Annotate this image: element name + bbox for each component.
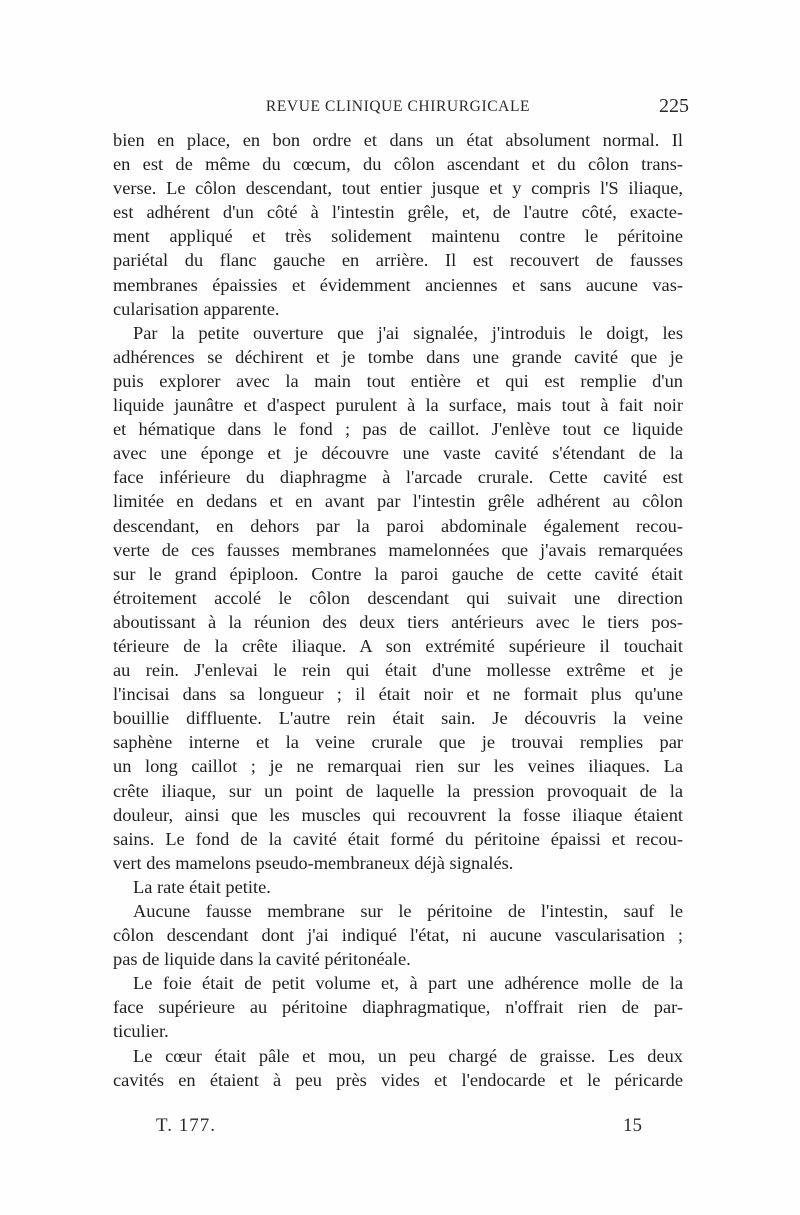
text-line: sur le grand épiploon. Contre la paroi gauche de cette cavité était — [113, 563, 683, 584]
text-line: térieure de la crête iliaque. A son extrémité supérieure il touchait — [113, 635, 683, 656]
text-line: verse. Le côlon descendant, tout entier jusque et y compris l'S iliaque, — [113, 178, 683, 199]
text-line: cularisation apparente. — [113, 298, 280, 319]
body-text — [113, 128, 683, 1092]
text-line: ment appliqué et très solidement maintenu contre le péritoine — [113, 226, 683, 247]
text-line: pariétal du flanc gauche en arrière. Il est recouvert de fausses — [113, 250, 683, 271]
text-line: limitée en dedans et en avant par l'intestin grêle adhérent au côlon — [113, 491, 683, 512]
text-line: un long caillot ; je ne remarquai rien sur les veines iliaques. La — [113, 756, 683, 777]
text-line: et hématique dans le fond ; pas de caillot. J'enlève tout ce liquide — [113, 419, 683, 440]
text-line: au rein. J'enlevai le rein qui était d'une mollesse extrême et je — [113, 660, 683, 681]
text-line: saphène interne et la veine crurale que je trouvai remplies par — [113, 732, 683, 753]
text-line: douleur, ainsi que les muscles qui recouvrent la fosse iliaque étaient — [113, 804, 683, 825]
signature-mark: T. 177. — [156, 1115, 216, 1136]
page-footer — [156, 1115, 642, 1143]
text-line: étroitement accolé le côlon descendant qui suivait une direction — [113, 587, 683, 608]
text-line: est adhérent d'un côté à l'intestin grêle, et, de l'autre côté, exacte- — [113, 202, 683, 223]
page-number: 225 — [659, 95, 689, 117]
paragraph-start-line: Le cœur était pâle et mou, un peu chargé de graisse. Les deux — [133, 1045, 683, 1066]
text-line: avec une éponge et je découvre une vaste cavité s'étendant de la — [113, 443, 683, 464]
sheet-number: 15 — [623, 1115, 642, 1136]
text-line: membranes épaissies et évidemment anciennes et sans aucune vas- — [113, 274, 683, 295]
running-title: REVUE CLINIQUE CHIRURGICALE — [265, 98, 531, 115]
paragraph-start-line: Aucune fausse membrane sur le péritoine de l'intestin, sauf le — [133, 901, 683, 921]
paragraph-start-line: Par la petite ouverture que j'ai signalée, j'introduis le doigt, les — [133, 322, 683, 343]
text-line: bien en place, en bon ordre et dans un état absolument normal. Il — [113, 130, 683, 150]
text-line: pas de liquide dans la cavité péritonéale. — [113, 949, 411, 970]
text-line: descendant, en dehors par la paroi abdominale également recou- — [113, 515, 683, 536]
text-line: adhérences se déchirent et je tombe dans une grande cavité que je — [113, 346, 683, 367]
text-line: aboutissant à la réunion des deux tiers antérieurs avec le tiers pos- — [113, 611, 683, 632]
text-line: verte de ces fausses membranes mamelonnées que j'avais remarquées — [113, 539, 683, 560]
text-line: puis explorer avec la main tout entière et qui est remplie d'un — [113, 370, 683, 391]
text-line: bouillie diffluente. L'autre rein était sain. Je découvris la veine — [113, 708, 683, 729]
text-line: ticulier. — [113, 1021, 169, 1042]
text-line: en est de même du cœcum, du côlon ascendant et du côlon trans- — [113, 154, 683, 175]
paragraph-start-line: Le foie était de petit volume et, à part une adhérence molle de la — [133, 973, 683, 994]
text-line: côlon descendant dont j'ai indiqué l'état, ni aucune vascularisation ; — [113, 925, 683, 946]
text-line: cavités en étaient à peu près vides et l'endocarde et le péricarde — [113, 1069, 683, 1090]
text-line: vert des mamelons pseudo-membraneux déjà signalés. — [113, 852, 514, 873]
text-line: sains. Le fond de la cavité était formé du péritoine épaissi et recou- — [113, 828, 683, 849]
text-line: l'incisai dans sa longueur ; il était noir et ne formait plus qu'une — [113, 684, 683, 705]
running-head — [113, 95, 689, 124]
text-line: face supérieure au péritoine diaphragmatique, n'offrait rien de par- — [113, 997, 683, 1018]
text-line: crête iliaque, sur un point de laquelle la pression provoquait de la — [113, 780, 683, 801]
text-line: face inférieure du diaphragme à l'arcade crurale. Cette cavité est — [113, 467, 683, 488]
paragraph-start-line: La rate était petite. — [133, 876, 271, 897]
text-line: liquide jaunâtre et d'aspect purulent à la surface, mais tout à fait noir — [113, 395, 683, 416]
